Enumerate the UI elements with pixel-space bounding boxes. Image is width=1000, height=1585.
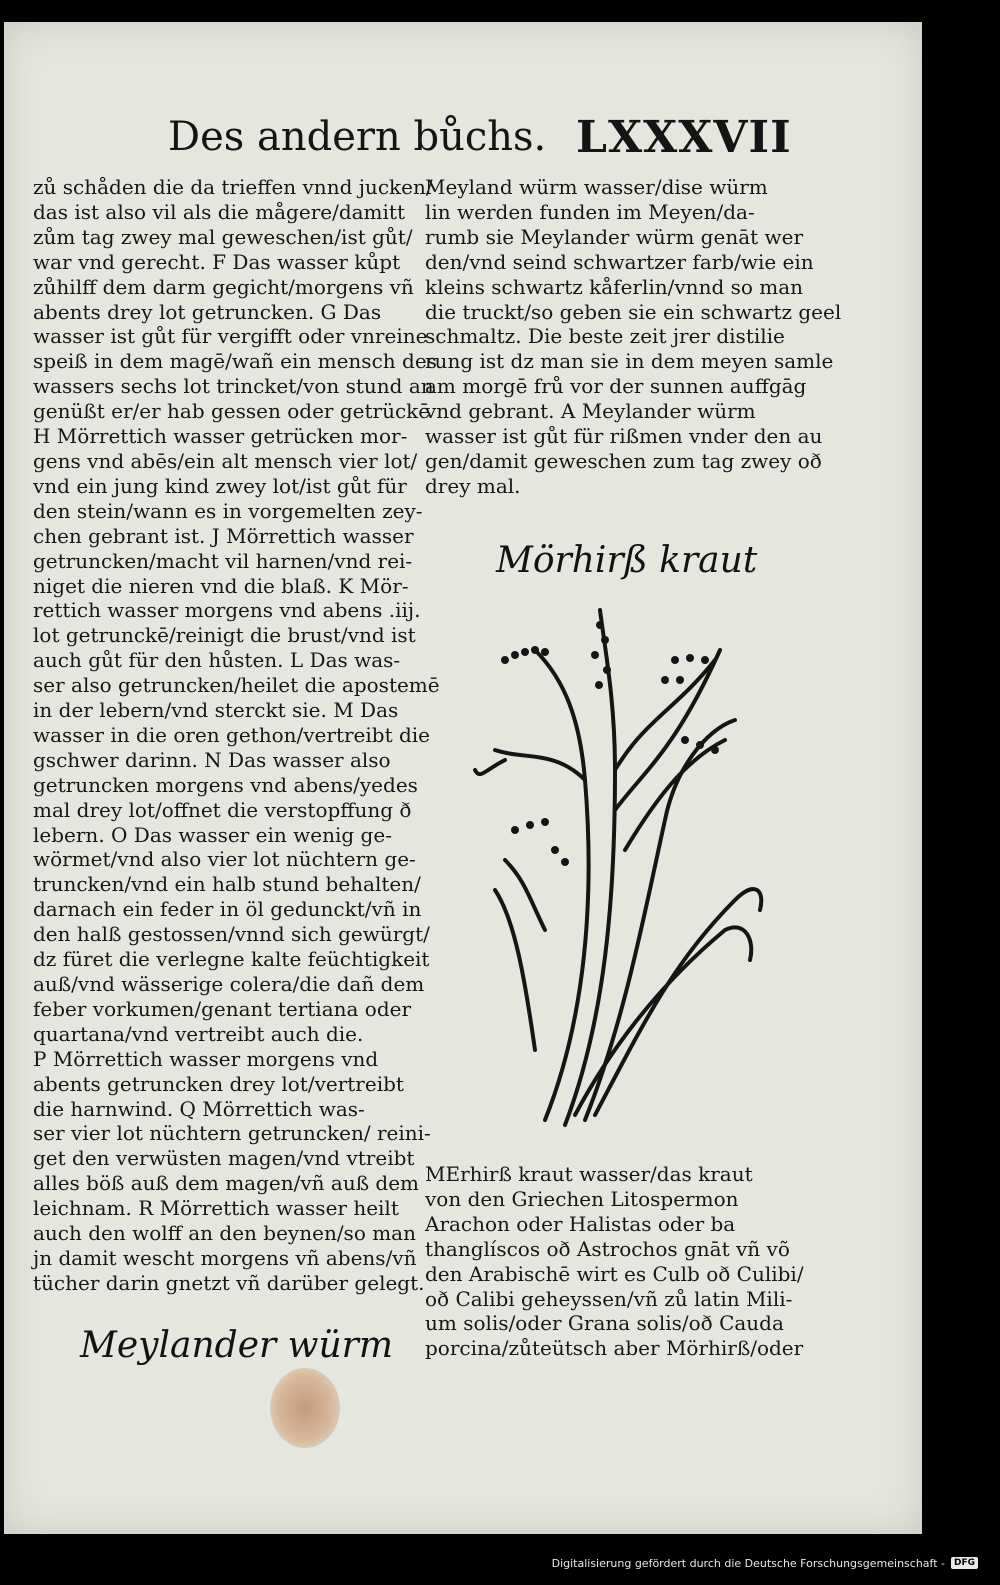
left-text-column xyxy=(33,175,440,1296)
text-line: truncken/vnd ein halb stund behalten/ xyxy=(33,872,421,897)
text-line: porcina/zůteütsch aber Mörhirß/oder xyxy=(425,1336,804,1361)
text-line: getruncken/macht vil harnen/vnd rei- xyxy=(33,548,413,573)
text-line: auch gůt für den hůsten. L Das was- xyxy=(33,648,401,673)
text-line: niget die nieren vnd die blaß. K Mör- xyxy=(33,573,409,598)
text-line: feber vorkumen/genant tertiana oder xyxy=(33,996,412,1021)
text-line: von den Griechen Litospermon xyxy=(425,1186,739,1211)
text-line: zům tag zwey mal geweschen/ist gůt/ xyxy=(33,224,413,249)
text-line: tücher darin gnetzt vñ darüber gelegt. xyxy=(33,1270,425,1295)
text-line: jn damit wescht morgens vñ abens/vñ xyxy=(33,1245,417,1270)
text-line: gens vnd abēs/ein alt mensch vier lot/ xyxy=(33,448,418,473)
text-line: rettich wasser morgens vnd abens .iij. xyxy=(33,598,421,623)
text-line: wasser ist gůt für rißmen vnder den au xyxy=(425,424,823,449)
running-head: Des andern bůchs. xyxy=(168,114,547,160)
text-line: abents getruncken drey lot/vertreibt xyxy=(33,1071,404,1096)
folio-number: LXXXVII xyxy=(576,112,792,163)
text-line: dz füret die verlegne kalte feüchtigkeit xyxy=(33,947,430,972)
text-line: gen/damit geweschen zum tag zwey oð xyxy=(425,448,822,473)
text-line: leichnam. R Mörrettich wasser heilt xyxy=(33,1196,399,1221)
text-line: speiß in dem magē/wañ ein mensch des xyxy=(33,349,437,374)
section-heading-meylander: Meylander würm xyxy=(80,1325,394,1366)
text-line: das ist also vil als die mågere/damitt xyxy=(33,199,405,224)
text-line: mal drey lot/offnet die verstopffung ð xyxy=(33,797,412,822)
text-line: wassers sechs lot trincket/von stund an xyxy=(33,374,434,399)
text-line: MErhirß kraut wasser/das kraut xyxy=(425,1162,753,1186)
text-line: die harnwind. Q Mörrettich was- xyxy=(33,1096,365,1121)
text-line: Arachon oder Halistas oder ba xyxy=(425,1211,736,1236)
text-line: oð Calibi geheyssen/vñ zů latin Mili- xyxy=(425,1286,793,1311)
text-line: auch den wolff an den beynen/so man xyxy=(33,1221,416,1246)
text-line: rumb sie Meylander würm genāt wer xyxy=(425,224,804,249)
text-line: alles böß auß dem magen/vñ auß dem xyxy=(33,1171,420,1196)
text-line: kleins schwartz kåferlin/vnnd so man xyxy=(425,274,804,299)
text-line: lebern. O Das wasser ein wenig ge- xyxy=(33,822,392,847)
text-line: H Mörrettich wasser getrücken mor- xyxy=(33,424,408,449)
text-line: schmaltz. Die beste zeit jrer distilie xyxy=(425,324,785,349)
dfg-logo: DFG xyxy=(951,1557,978,1569)
text-line: wasser in die oren gethon/vertreibt die xyxy=(33,722,431,747)
text-line: die truckt/so geben sie ein schwartz geel xyxy=(425,299,842,324)
plant-woodcut-illustration xyxy=(475,600,775,1145)
text-line: getruncken morgens vnd abens/yedes xyxy=(33,772,418,797)
paper-stain xyxy=(270,1368,340,1448)
text-line: am morgē frů vor der sunnen auffgāg xyxy=(425,374,807,399)
footer-text: Digitalisierung gefördert durch die Deutsche Forschungsgemeinschaft - xyxy=(551,1556,945,1570)
text-line: den Arabischē wirt es Culb oð Culibi/ xyxy=(425,1261,804,1286)
text-line: get den verwüsten magen/vnd vtreibt xyxy=(33,1146,415,1171)
text-line: ser vier lot nüchtern getruncken/ reini- xyxy=(33,1121,431,1146)
text-line: um solis/oder Grana solis/oð Cauda xyxy=(425,1311,784,1336)
text-line: chen gebrant ist. J Mörrettich wasser xyxy=(33,523,414,548)
text-line: lin werden funden im Meyen/da- xyxy=(425,199,755,224)
text-line: quartana/vnd vertreibt auch die. xyxy=(33,1021,364,1046)
text-line: wörmet/vnd also vier lot nüchtern ge- xyxy=(33,847,416,872)
text-line: auß/vnd wässerige colera/die dañ dem xyxy=(33,972,425,996)
text-line: zů schåden die da trieffen vnnd jucken/ xyxy=(33,175,433,199)
text-line: war vnd gerecht. F Das wasser kůpt xyxy=(33,249,401,274)
text-line: lot getrunckē/reinigt die brust/vnd ist xyxy=(33,623,416,648)
text-line: thanglíscos oð Astrochos gnāt vñ võ xyxy=(425,1236,790,1261)
text-line: drey mal. xyxy=(425,473,521,498)
text-line: abents drey lot getruncken. G Das xyxy=(33,299,382,324)
text-line: rung ist dz man sie in dem meyen samle xyxy=(425,349,834,374)
text-line: Meyland würm wasser/dise würm xyxy=(425,175,768,199)
text-line: wasser ist gůt für vergifft oder vnreine xyxy=(33,324,428,349)
text-line: P Mörrettich wasser morgens vnd xyxy=(33,1046,379,1071)
text-line: ser also getruncken/heilet die apostemē xyxy=(33,673,440,698)
text-line: gschwer darinn. N Das wasser also xyxy=(33,747,391,772)
text-line: den halß gestossen/vnnd sich gewürgt/ xyxy=(33,922,430,947)
text-line: den stein/wann es in vorgemelten zey- xyxy=(33,498,423,523)
text-line: genüßt er/er hab gessen oder getrückē xyxy=(33,399,431,424)
text-line: vnd gebrant. A Meylander würm xyxy=(425,399,756,424)
digitization-footer xyxy=(552,1553,978,1573)
section-heading-morhirss: Mörhirß kraut xyxy=(496,540,758,581)
text-line: den/vnd seind schwartzer farb/wie ein xyxy=(425,249,814,274)
right-text-column-top xyxy=(425,175,842,499)
text-line: in der lebern/vnd sterckt sie. M Das xyxy=(33,698,399,723)
text-line: vnd ein jung kind zwey lot/ist gůt für xyxy=(33,473,407,498)
text-line: zůhilff dem darm gegicht/morgens vñ xyxy=(33,274,414,299)
text-line: darnach ein feder in öl gedunckt/vñ in xyxy=(33,897,422,922)
right-text-column-bottom xyxy=(425,1162,804,1361)
